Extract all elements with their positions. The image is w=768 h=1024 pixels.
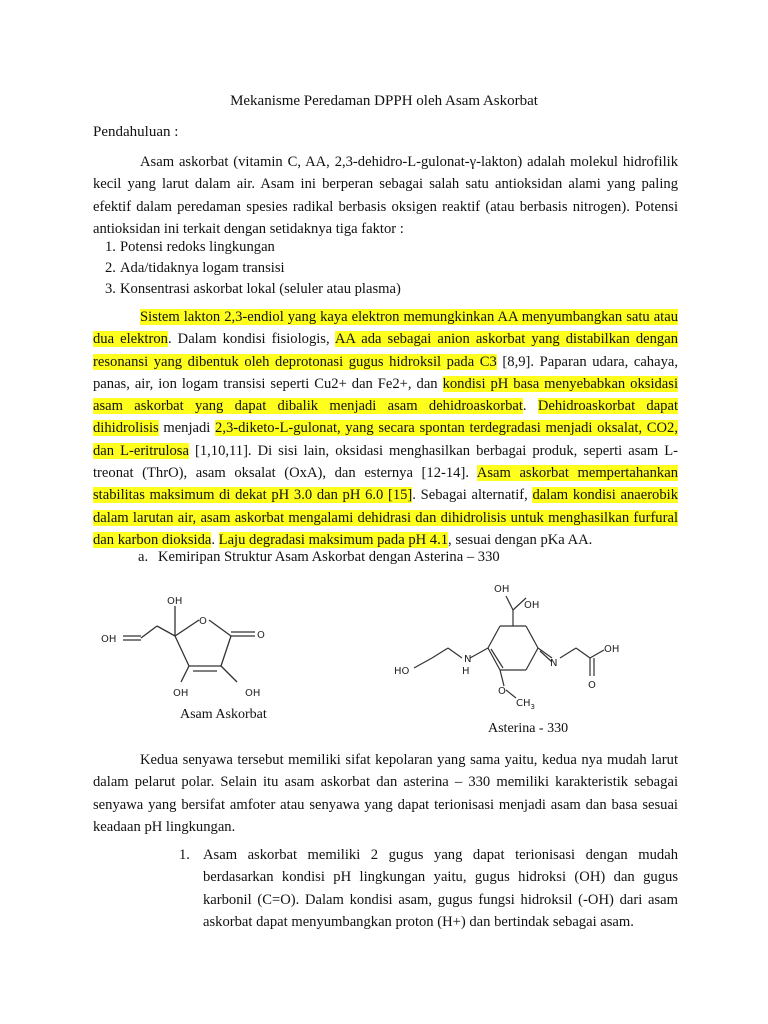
intro-text: Asam askorbat (vitamin C, AA, 2,3-dehidro-L-gulonat-γ-lakton) adalah molekul hidrofilik kecil yang larut dalam air. Asam ini berperan sebagai salah satu antioksidan alami yang paling efektif dalam peredaman spesies radikal berbasis oksigen reaktif (atau berbasis nitrogen). Potensi antioksidan ini terkait dengan setidaknya tiga faktor : <box>93 154 678 237</box>
highlighted-text: kondisi pH basa menyebabkan oksidasi asam askorbat yang dapat dibalik menjadi asam dehidroaskorbat <box>93 375 679 415</box>
body-text: , sesuai dengan pKa AA. <box>448 531 593 548</box>
amine-h-label: H <box>462 666 470 677</box>
highlighted-text: 2,3-diketo-L-gulonat, yang secara spontan terdegradasi menjadi oksalat, CO2, dan L-eritrulosa <box>93 420 678 459</box>
section-heading: Pendahuluan : <box>93 124 179 140</box>
methoxy-oxygen-label: O <box>498 686 506 697</box>
list-text: Potensi redoks lingkungan <box>120 239 275 255</box>
ascorbic-acid-caption: Asam Askorbat <box>180 707 267 722</box>
imine-n-label: N <box>550 658 558 669</box>
list-number: 1. <box>105 239 116 255</box>
highlighted-text: dalam kondisi anaerobik dalam larutan air, asam askorbat mengalami dehidrasi dan dihidrolisis untuk menghasilkan furfural dan karbon dioksida <box>93 487 678 548</box>
paragraph-polarity <box>93 749 678 838</box>
document-title: Mekanisme Peredaman DPPH oleh Asam Askorbat <box>230 93 538 109</box>
methyl-text: CH <box>516 698 531 709</box>
paragraph-text: Kedua senyawa tersebut memiliki sifat kepolaran yang sama yaitu, kedua nya mudah larut dalam pelarut polar. Selain itu asam askorbat dan asterina – 330 memiliki karakteristik sebagai senyawa yang bersifat amfoter atau senyawa yang dapat terionisasi menjadi asam dan basa sesuai keadaan pH lingkungan. <box>93 752 678 835</box>
body-text: [1,10,11]. Di sisi lain, oksidasi menghasilkan berbagai produk, seperti asam L-treonat (ThrO), asam oksalat (OxA), dan esternya [12-14]. <box>93 442 678 482</box>
list-number: 1. <box>179 847 190 863</box>
hydroxyl-label: OH <box>524 600 540 611</box>
hydroxyl-label: OH <box>101 634 117 645</box>
list-text: Konsentrasi askorbat lokal (seluler atau plasma) <box>120 281 401 297</box>
list-item <box>93 237 401 258</box>
hydroxyl-label: OH <box>604 644 620 655</box>
list-number: 3. <box>105 281 116 297</box>
methyl-label <box>516 698 535 711</box>
factor-list <box>93 237 401 300</box>
hydroxyl-label: OH <box>245 688 261 699</box>
highlighted-text: Laju degradasi maksimum pada pH 4.1 <box>218 531 449 548</box>
list-item-text: Asam askorbat memiliki 2 gugus yang dapat terionisasi dengan mudah berdasarkan kondisi pH lingkungan yaitu, gugus hidroksi (OH) dan gugus karbonil (C=O). Dalam kondisi asam, gugus fungsi hidroksil (-OH) dari asam askorbat dapat menyumbangkan proton (H+) dan bertindak sebagai asam. <box>203 847 678 930</box>
asterina-330-structure <box>390 578 650 718</box>
hydroxyl-label: OH <box>167 596 183 607</box>
hydroxyl-label: HO <box>394 666 410 677</box>
intro-paragraph <box>93 151 678 240</box>
subsection-letter: a. <box>138 549 149 565</box>
asterina-330-caption: Asterina - 330 <box>488 721 569 736</box>
numbered-list <box>180 844 678 933</box>
paragraph-ascorbate-chemistry <box>93 306 678 551</box>
subsection-heading <box>138 549 500 566</box>
methyl-subscript: 3 <box>530 703 535 711</box>
body-text: . Sebagai alternatif, <box>412 487 533 504</box>
highlighted-text: Sistem lakton 2,3-endiol yang kaya elektron memungkinkan AA menyumbangkan satu atau dua elektron <box>93 309 678 348</box>
list-text: Ada/tidaknya logam transisi <box>120 260 285 276</box>
highlighted-text: Dehidroaskorbat dapat dihidrolisis <box>93 398 679 437</box>
hydroxyl-label: OH <box>173 688 189 699</box>
body-text: . <box>211 531 219 548</box>
list-item <box>93 279 401 300</box>
hydroxyl-label: OH <box>494 584 510 595</box>
highlighted-text: AA ada sebagai anion askorbat yang distabilkan dengan resonansi yang dibentuk oleh deprotonasi gugus hidroksil pada C3 <box>93 331 678 370</box>
body-text: . Dalam kondisi fisiologis, <box>167 331 335 348</box>
ascorbic-acid-structure <box>95 580 295 710</box>
keto-oxygen-label: O <box>257 630 265 641</box>
body-text: . <box>522 398 538 415</box>
amine-n-label: N <box>464 654 472 665</box>
paragraph-text <box>93 306 678 551</box>
highlighted-text: Asam askorbat mempertahankan stabilitas maksimum di dekat pH 3.0 dan pH 6.0 [15] <box>93 465 678 504</box>
body-text: menjadi <box>158 420 216 437</box>
carbonyl-oxygen-label: O <box>588 680 596 691</box>
list-item <box>93 258 401 279</box>
ring-oxygen-label: O <box>199 616 207 627</box>
subsection-title: Kemiripan Struktur Asam Askorbat dengan Asterina – 330 <box>158 549 500 565</box>
body-text: [8,9]. Paparan udara, cahaya, panas, air, ion logam transisi seperti Cu2+ dan Fe2+, dan <box>93 353 679 392</box>
list-number: 2. <box>105 260 116 276</box>
